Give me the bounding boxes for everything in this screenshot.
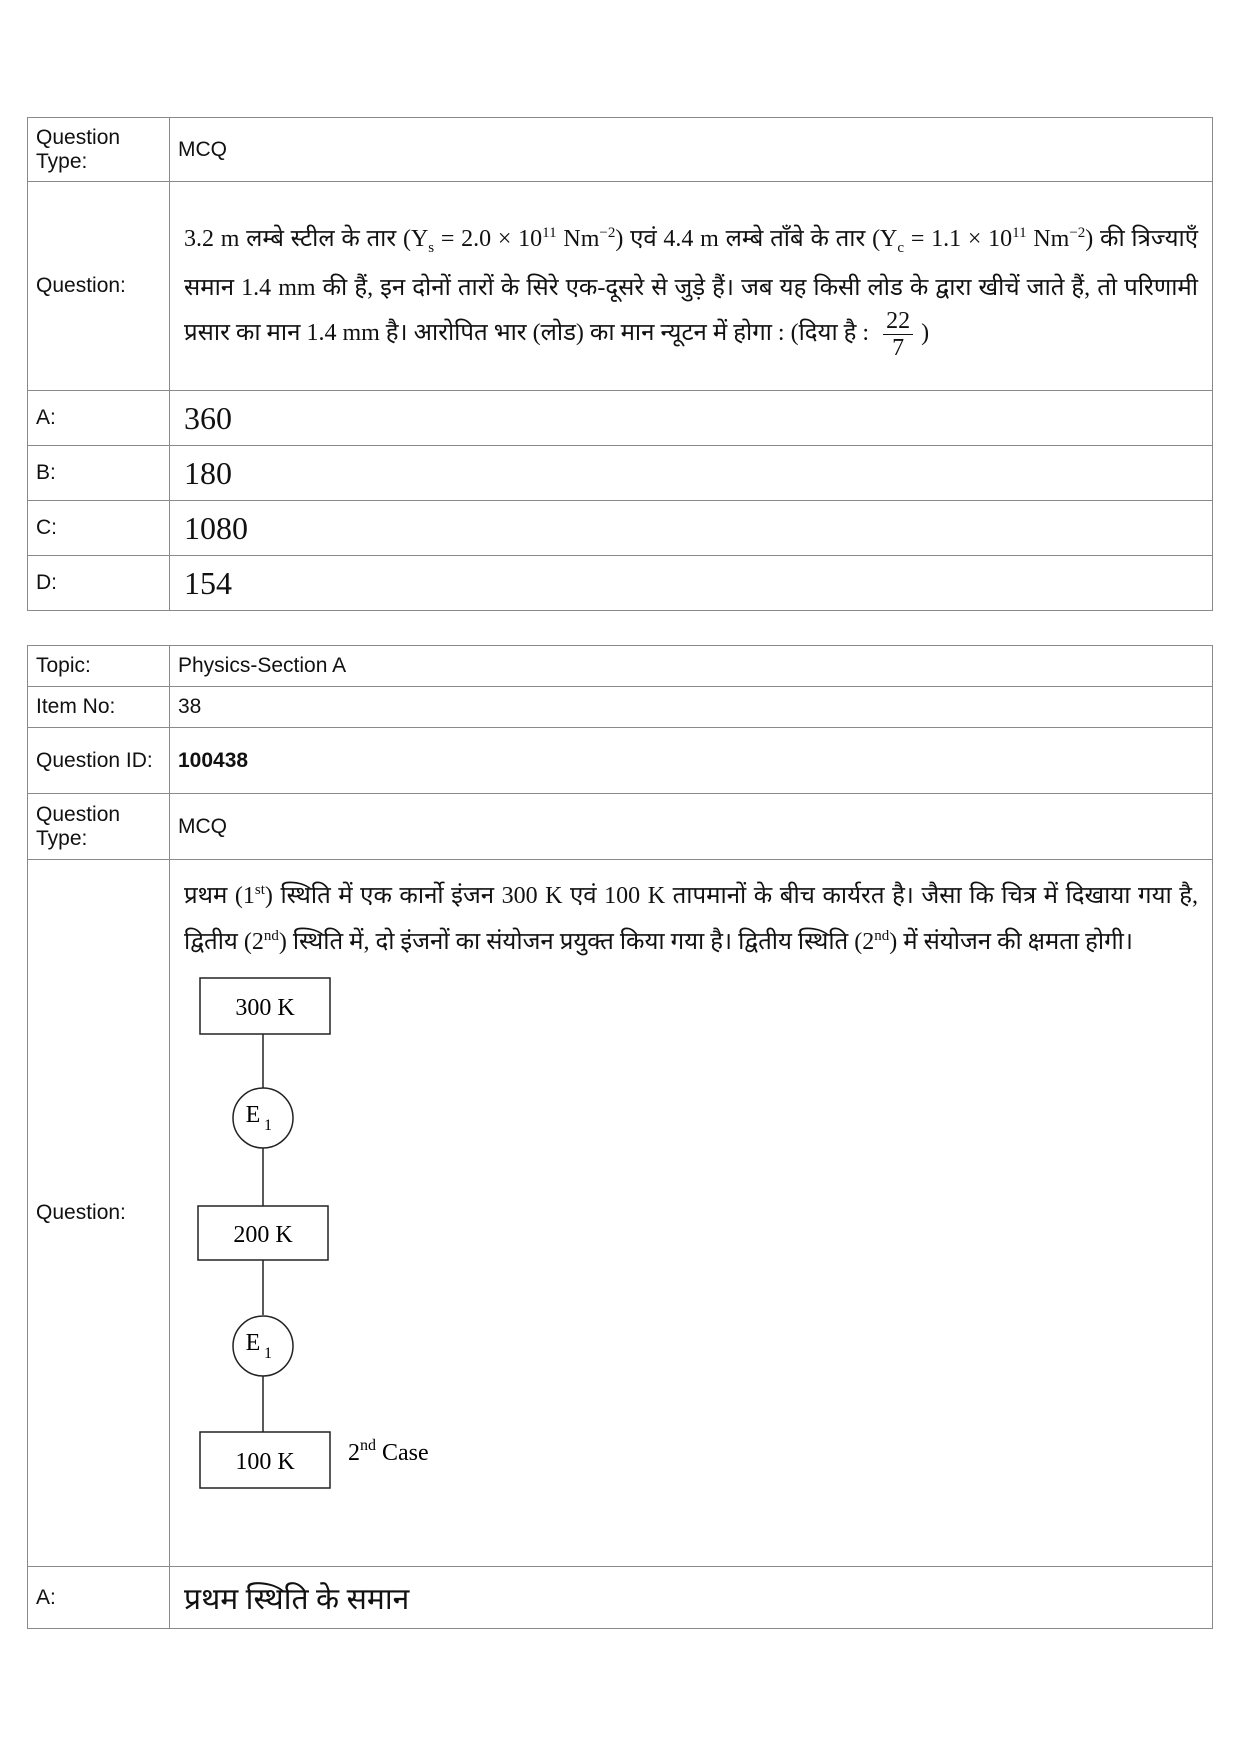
question-type-label-2: Question Type:: [28, 794, 170, 860]
fraction: $\frac{22}{7}$: [883, 308, 913, 361]
option-a-label: A:: [28, 391, 170, 446]
engine-subscript-2: 1: [264, 1345, 272, 1362]
option-a-value-2: प्रथम स्थिति के समान: [170, 1567, 1213, 1629]
question-label-2: Question:: [28, 860, 170, 1567]
question-table-1: [27, 117, 1213, 611]
option-c-label: C:: [28, 501, 170, 556]
engine-subscript-1: 1: [264, 1117, 272, 1134]
engine-circle-2: [233, 1316, 293, 1376]
question-type-value: MCQ: [170, 118, 1213, 182]
question-type-label: Question Type:: [28, 118, 170, 182]
option-a-label-2: A:: [28, 1567, 170, 1629]
option-a-value: 360: [170, 391, 1213, 446]
item-no-label: Item No:: [28, 687, 170, 728]
option-b-value: 180: [170, 446, 1213, 501]
topic-label: Topic:: [28, 646, 170, 687]
item-no-value: 38: [170, 687, 1213, 728]
topic-value: Physics-Section A: [170, 646, 1213, 687]
engine-label-1: E: [245, 1102, 261, 1128]
case-label: 2nd Case: [348, 1437, 429, 1466]
option-b-label: B:: [28, 446, 170, 501]
engine-circle-1: [233, 1088, 293, 1148]
option-d-label: D:: [28, 556, 170, 611]
question-id-value: 100438: [170, 728, 1213, 794]
question-text: 3.2 m लम्बे स्टील के तार ($Y_s = 2.0 \times 10^{11}$ $Nm^{-2}$) एवं 4.4 m लम्बे ताँबे के तार ($Y_c = 1.1 \times 10^{11}$ $Nm^{-2}$) की त्रिज्याएँ समान 1.4 mm की हैं, इन दोनों तारों के सिरे एक-दूसरे से जुड़े हैं। जब यह किसी लोड के द्वारा खीचें जाते हैं, तो परिणामी प्रसार का मान 1.4 mm है। आरोपित भार (लोड) का मान न्यूटन में होगा : (दिया है : $\frac{22}{7}$ ): [170, 182, 1213, 391]
reservoir-300k-label: 300 K: [235, 995, 295, 1021]
question-type-value-2: MCQ: [170, 794, 1213, 860]
option-c-value: 1080: [170, 501, 1213, 556]
reservoir-100k-label: 100 K: [235, 1449, 295, 1475]
reservoir-200k-label: 200 K: [233, 1222, 293, 1248]
question-label: Question:: [28, 182, 170, 391]
option-d-value: 154: [170, 556, 1213, 611]
question-cell-2: [170, 860, 1213, 1567]
question-id-label: Question ID:: [28, 728, 170, 794]
question-table-2: [27, 645, 1213, 1629]
carnot-engine-diagram: [188, 974, 608, 1534]
question-text-2: प्रथम (1st) स्थिति में एक कार्नो इंजन 300 K एवं 100 K तापमानों के बीच कार्यरत है। जैसा कि चित्र में दिखाया गया है, द्वितीय (2nd) स्थिति में, दो इंजनों का संयोजन प्रयुक्त किया गया है। द्वितीय स्थिति (2nd) में संयोजन की क्षमता होगी।: [184, 882, 1198, 955]
engine-label-2: E: [245, 1330, 261, 1356]
